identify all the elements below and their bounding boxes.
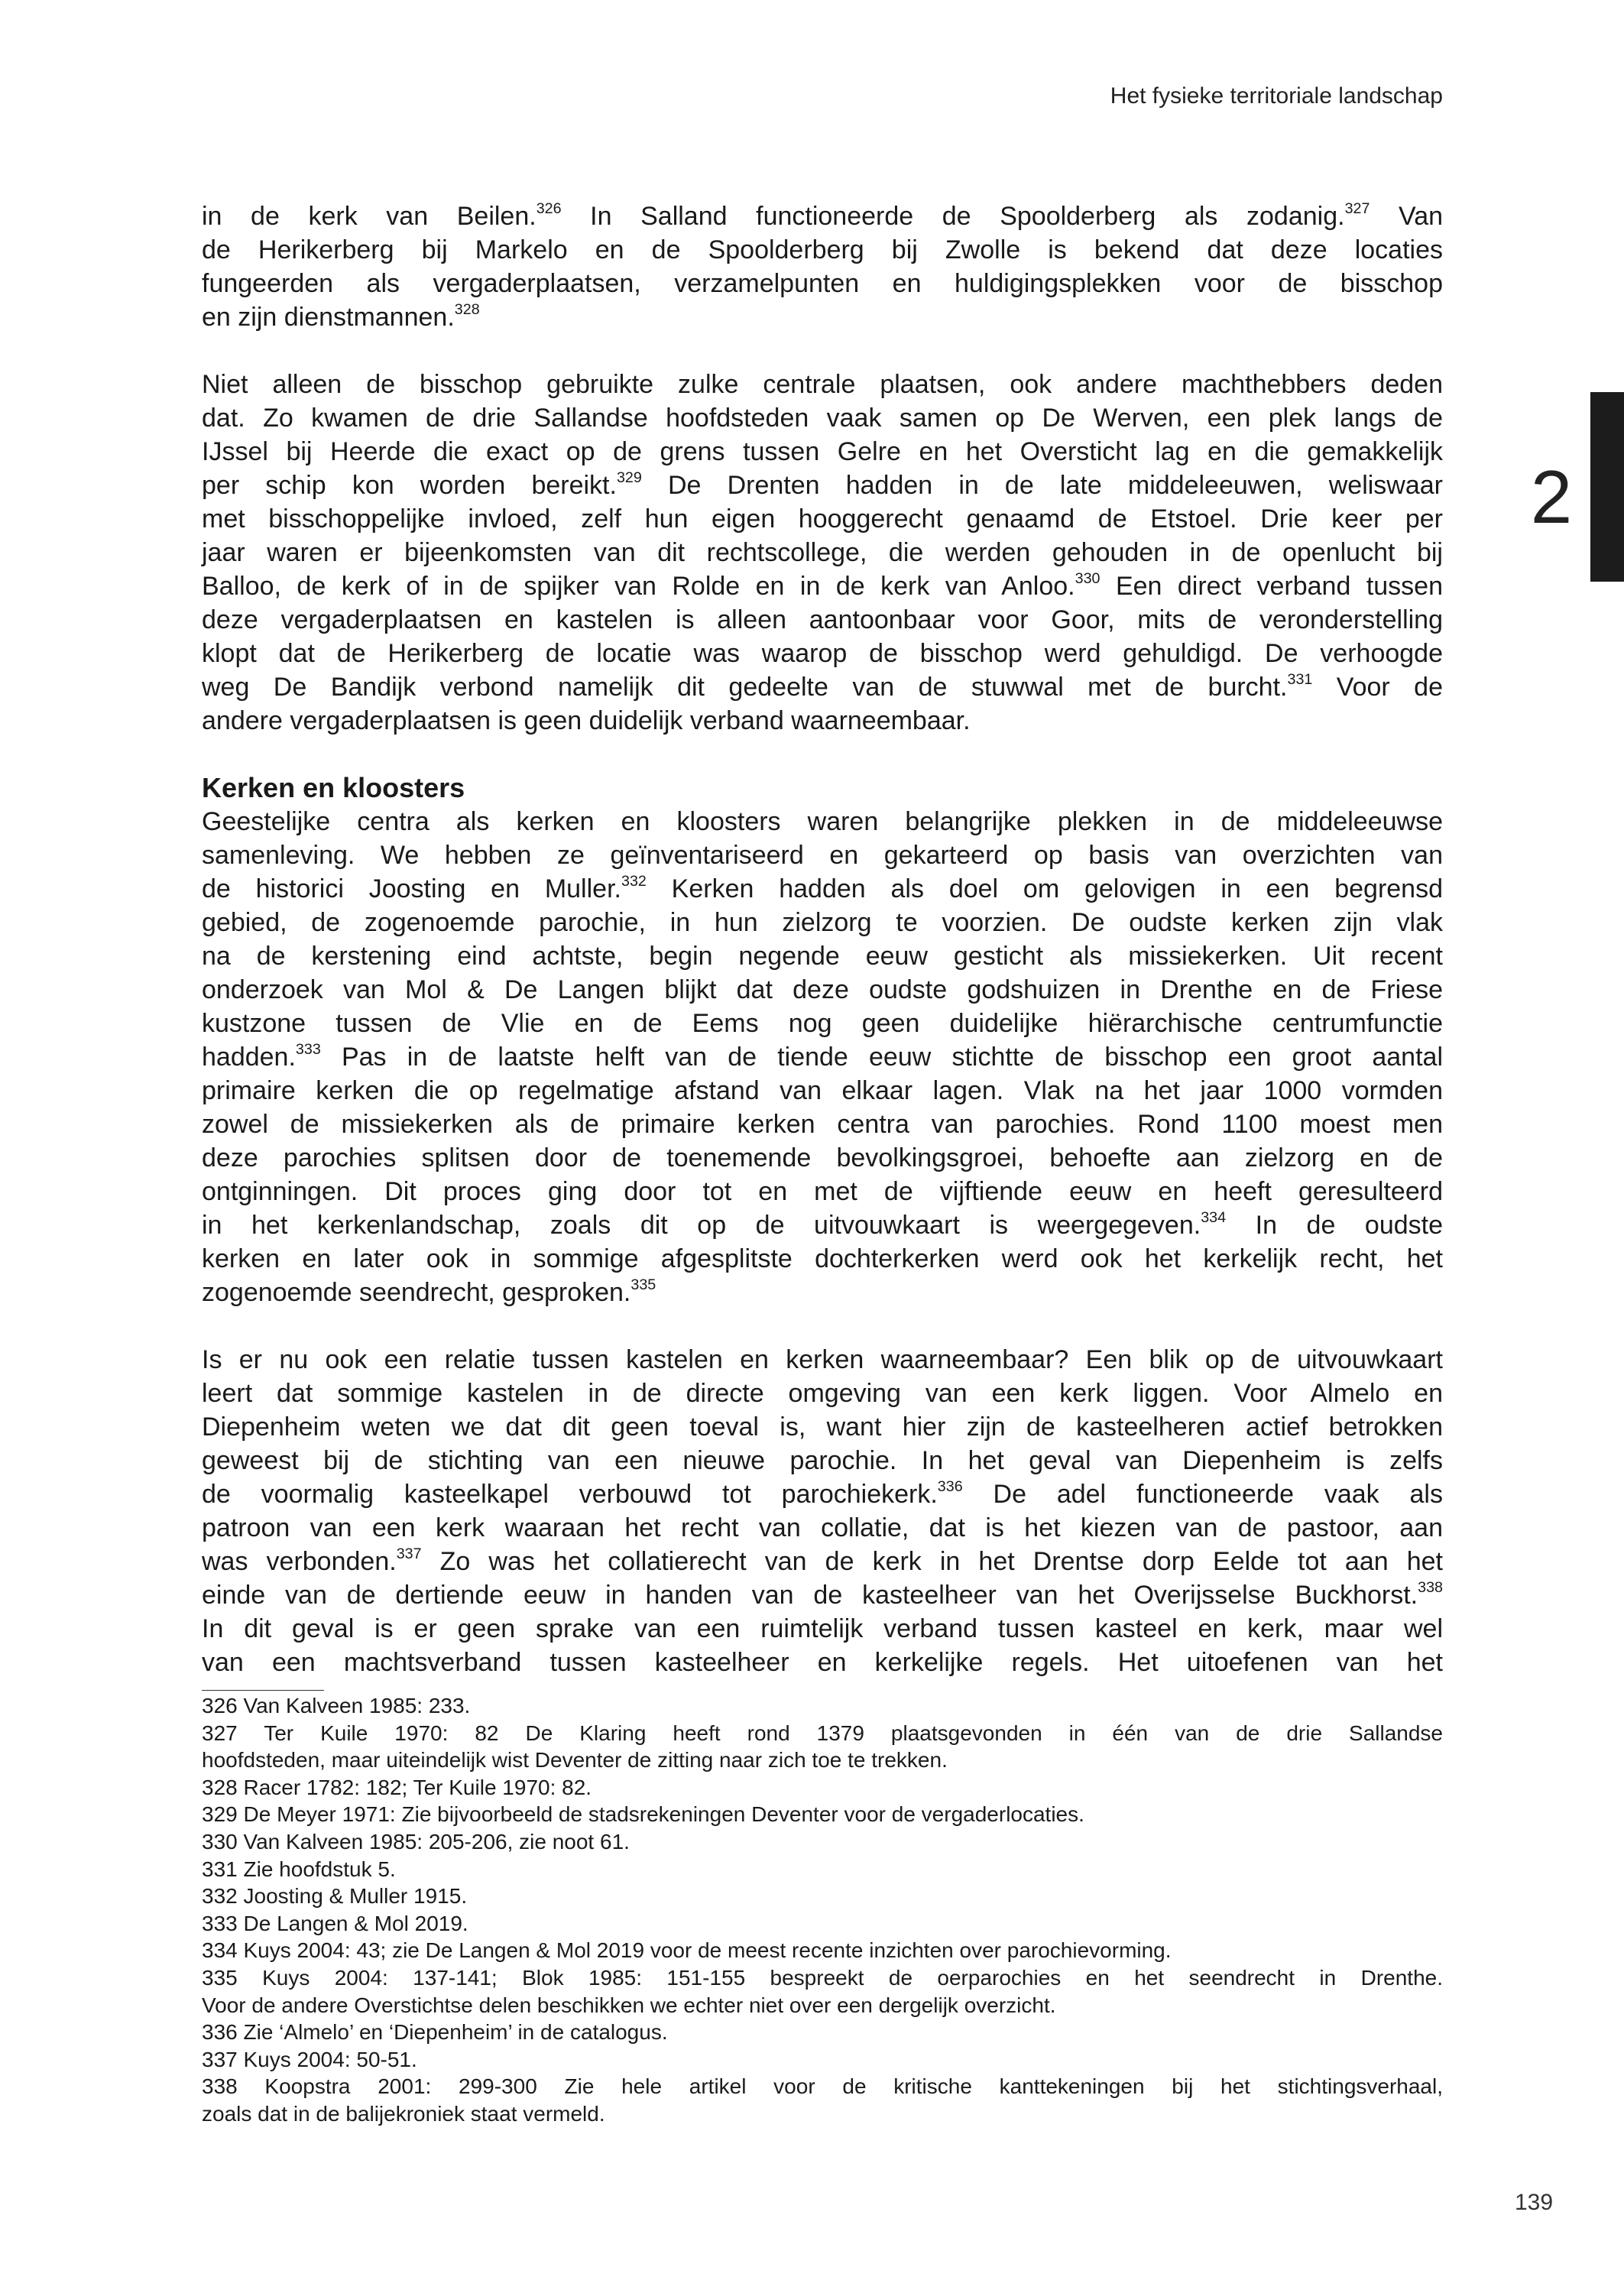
- footnote-line: hoofdsteden, maar uiteindelijk wist Deventer de zitting naar zich toe te trekken.: [202, 1748, 948, 1772]
- text-line: Diepenheim weten we dat dit geen toeval is, want hier zijn de kasteelheren actief betrokken: [202, 1412, 1443, 1442]
- text-line: kustzone tussen de Vlie en de Eems nog geen duidelijke hiërarchische centrumfunctie: [202, 1009, 1443, 1038]
- text-line: na de kerstening eind achtste, begin negende eeuw gesticht als missiekerken. Uit recent: [202, 942, 1443, 971]
- footnote: [202, 2046, 1443, 2074]
- footnote-reference: 328: [454, 301, 480, 319]
- footnote-reference: 333: [295, 1041, 321, 1059]
- footnote: [202, 1774, 1443, 1802]
- footnote-reference: 329: [616, 469, 642, 487]
- paragraph: [202, 1343, 1443, 1679]
- text-line: IJssel bij Heerde die exact op de grens tussen Gelre en het Oversticht lag en die gemakkelijk: [202, 437, 1443, 466]
- text-line: zogenoemde seendrecht, gesproken.$^{335}$: [202, 1276, 656, 1307]
- text-line: hadden.$^{333}$ Pas in de laatste helft van de tiende eeuw stichtte de bisschop een groot aantal: [202, 1041, 1443, 1072]
- footnote-line: 328 Racer 1782: 182; Ter Kuile 1970: 82.: [202, 1775, 592, 1799]
- footnote-line: 332 Joosting & Muller 1915.: [202, 1884, 468, 1909]
- footnote-line: 329 De Meyer 1971: Zie bijvoorbeeld de stadsrekeningen Deventer voor de vergaderlocaties.: [202, 1802, 1084, 1827]
- footnote: [202, 2019, 1443, 2046]
- section-heading: Kerken en kloosters: [202, 772, 465, 803]
- text-line: onderzoek van Mol & De Langen blijkt dat deze oudste godshuizen in Drenthe en de Friese: [202, 975, 1443, 1004]
- text-line: weg De Bandijk verbond namelijk dit gedeelte van de stuwwal met de burcht.$^{331}$ Voor de: [202, 671, 1444, 702]
- footnote-line: Voor de andere Overstichtse delen beschikken we echter niet over een dergelijk overzicht.: [202, 1993, 1056, 2017]
- text-line: patroon van een kerk waaraan het recht van collatie, dat is het kiezen van de pastoor, aan: [202, 1513, 1443, 1542]
- text-line: Geestelijke centra als kerken en kloosters waren belangrijke plekken in de middeleeuwse: [202, 807, 1443, 836]
- text-line: in de kerk van Beilen.$^{326}$ In Salland functioneerde de Spoolderberg als zodanig.$^{327}$ Van: [202, 200, 1444, 231]
- footnote: [202, 1883, 1443, 1910]
- text-line: klopt dat de Herikerberg de locatie was waarop de bisschop werd gehuldigd. De verhoogde: [202, 639, 1443, 668]
- text-line: leert dat sommige kastelen in de directe omgeving van een kerk liggen. Voor Almelo en: [202, 1379, 1443, 1408]
- footnote-reference: 336: [937, 1478, 963, 1496]
- paragraph-gap: [202, 738, 1443, 771]
- footnote-reference: 337: [396, 1545, 422, 1563]
- footnote-line: 334 Kuys 2004: 43; zie De Langen & Mol 2019 voor de meest recente inzichten over parochievorming.: [202, 1938, 1172, 1963]
- page-number: 139: [1515, 2190, 1554, 2215]
- body-text: [202, 199, 1443, 1679]
- text-line: fungeerden als vergaderplaatsen, verzamelpunten en huldigingsplekken voor de bisschop: [202, 269, 1443, 298]
- text-line: deze parochies splitsen door de toenemende bevolkingsgroei, behoefte aan zielzorg en de: [202, 1143, 1443, 1172]
- footnote-line: zoals dat in de balijekroniek staat vermeld.: [202, 2101, 605, 2126]
- text-line: kerken en later ook in sommige afgesplitste dochterkerken werd ook het kerkelijk recht, het: [202, 1244, 1443, 1273]
- footnote-line: 335 Kuys 2004: 137-141; Blok 1985: 151-155 bespreekt de oerparochies en het seendrecht in Drenthe.: [202, 1965, 1443, 1990]
- footnote-reference: 326: [536, 200, 562, 218]
- footnote: [202, 1937, 1443, 1964]
- text-line: dat. Zo kwamen de drie Sallandse hoofdsteden vaak samen op De Werven, een plek langs de: [202, 404, 1443, 433]
- text-line: de voormalig kasteelkapel verbouwd tot parochiekerk.$^{336}$ De adel functioneerde vaak als: [202, 1478, 1443, 1509]
- text-line: In dit geval is er geen sprake van een ruimtelijk verband tussen kasteel en kerk, maar wel: [202, 1614, 1443, 1643]
- footnote-line: 336 Zie ‘Almelo’ en ‘Diepenheim’ in de catalogus.: [202, 2020, 668, 2045]
- text-line: gebied, de zogenoemde parochie, in hun zielzorg te voorzien. De oudste kerken zijn vlak: [202, 908, 1443, 937]
- text-line: de historici Joosting en Muller.$^{332}$ Kerken hadden als doel om gelovigen in een begrensd: [202, 873, 1443, 903]
- footnote: [202, 1801, 1443, 1828]
- footnote-separator: [202, 1690, 324, 1691]
- text-line: deze vergaderplaatsen en kastelen is alleen aantoonbaar voor Goor, mits de veronderstelling: [202, 605, 1443, 634]
- footnote: [202, 2073, 1443, 2127]
- text-line: per schip kon worden bereikt.$^{329}$ De Drenten hadden in de late middeleeuwen, weliswaar: [202, 469, 1443, 500]
- footnote-line: 327 Ter Kuile 1970: 82 De Klaring heeft rond 1379 plaatsgevonden in één van de drie Sallandse: [202, 1721, 1443, 1745]
- paragraph: [202, 199, 1443, 334]
- footnote-reference: 330: [1075, 570, 1100, 588]
- text-line: andere vergaderplaatsen is geen duidelijk verband waarneembaar.: [202, 706, 971, 735]
- text-line: geweest bij de stichting van een nieuwe parochie. In het geval van Diepenheim is zelfs: [202, 1446, 1443, 1475]
- text-line: de Herikerberg bij Markelo en de Spoolderberg bij Zwolle is bekend dat deze locaties: [202, 235, 1443, 264]
- footnote-reference: 334: [1201, 1209, 1227, 1227]
- footnote: [202, 1856, 1443, 1883]
- footnote-reference: 335: [630, 1276, 656, 1294]
- paragraph: [202, 805, 1443, 1309]
- footnote-reference: 338: [1418, 1579, 1443, 1597]
- paragraph-gap: [202, 334, 1443, 368]
- paragraph: [202, 368, 1443, 738]
- footnote-line: 326 Van Kalveen 1985: 233.: [202, 1694, 471, 1717]
- text-line: met bisschoppelijke invloed, zelf hun eigen hooggerecht genaamd de Etstoel. Drie keer per: [202, 504, 1443, 534]
- text-line: en zijn dienstmannen.$^{328}$: [202, 301, 480, 332]
- running-header: Het fysieke territoriale landschap: [1110, 83, 1443, 109]
- footnote-line: 337 Kuys 2004: 50-51.: [202, 2047, 417, 2071]
- footnote-line: 333 De Langen & Mol 2019.: [202, 1911, 468, 1935]
- footnote: [202, 1692, 1443, 1720]
- text-line: ontginningen. Dit proces ging door tot en met de vijftiende eeuw en heeft geresulteerd: [202, 1177, 1443, 1206]
- footnote-line: 331 Zie hoofdstuk 5.: [202, 1857, 396, 1881]
- footnote: [202, 1910, 1443, 1938]
- text-line: samenleving. We hebben ze geïnventariseerd en gekarteerd op basis van overzichten van: [202, 841, 1443, 870]
- text-line: van een machtsverband tussen kasteelheer en kerkelijke regels. Het uitoefenen van het: [202, 1648, 1443, 1677]
- footnote: [202, 1828, 1443, 1856]
- text-line: einde van de dertiende eeuw in handen van de kasteelheer van het Overijsselse Buckhorst.$^{338}$: [202, 1579, 1443, 1610]
- footnote-reference: 332: [621, 873, 647, 890]
- footnotes: [202, 1692, 1443, 2128]
- text-line: primaire kerken die op regelmatige afstand van elkaar lagen. Vlak na het jaar 1000 vormden: [202, 1076, 1443, 1105]
- text-line: in het kerkenlandschap, zoals dit op de uitvouwkaart is weergegeven.$^{334}$ In de oudste: [202, 1209, 1443, 1240]
- footnote-line: 338 Koopstra 2001: 299-300 Zie hele artikel voor de kritische kanttekeningen bij het stichtingsverhaal,: [202, 2074, 1443, 2099]
- text-line: Balloo, de kerk of in de spijker van Rolde en in de kerk van Anloo.$^{330}$ Een direct verband tussen: [202, 570, 1443, 601]
- paragraph-gap: [202, 1309, 1443, 1343]
- text-line: zowel de missiekerken als de primaire kerken centra van parochies. Rond 1100 moest men: [202, 1110, 1443, 1139]
- chapter-tab-marker: [1590, 392, 1624, 582]
- text-line: Is er nu ook een relatie tussen kastelen en kerken waarneembaar? Een blik op de uitvouwkaart: [202, 1345, 1443, 1374]
- footnote-reference: 327: [1344, 200, 1370, 218]
- footnote: [202, 1720, 1443, 1774]
- text-line: was verbonden.$^{337}$ Zo was het collatierecht van de kerk in het Drentse dorp Eelde tot aan het: [202, 1545, 1443, 1576]
- footnote: [202, 1964, 1443, 2019]
- chapter-number: 2: [1530, 455, 1573, 539]
- footnote-reference: 331: [1287, 671, 1313, 689]
- text-line: Niet alleen de bisschop gebruikte zulke centrale plaatsen, ook andere machthebbers deden: [202, 370, 1443, 399]
- text-line: jaar waren er bijeenkomsten van dit rechtscollege, die werden gehouden in de openlucht bij: [202, 538, 1443, 567]
- footnote-line: 330 Van Kalveen 1985: 205-206, zie noot 61.: [202, 1829, 630, 1854]
